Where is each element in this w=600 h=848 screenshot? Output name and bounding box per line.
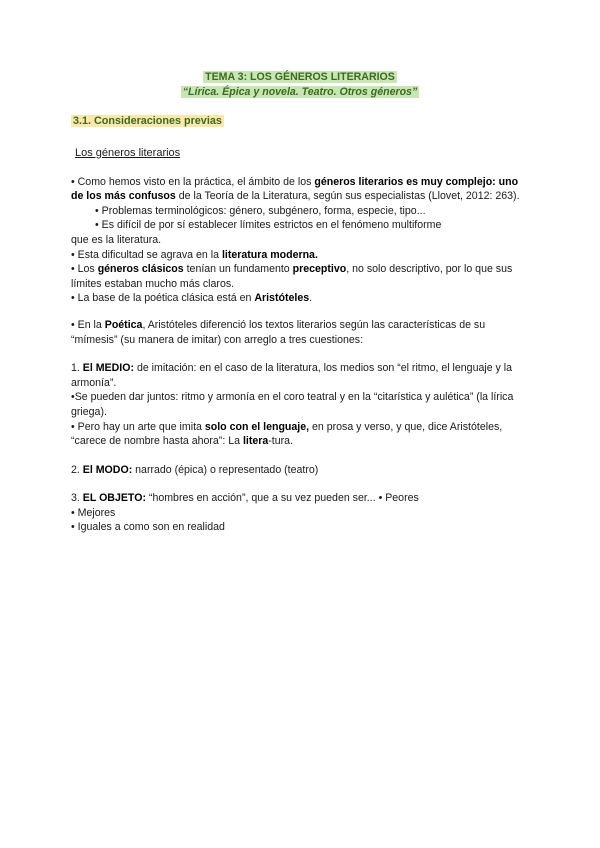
list-item: • Iguales a como son en realidad [71, 521, 225, 534]
medio-paragraph-2: •Se pueden dar juntos: ritmo y armonía en el coro teatral y en la “citarística y aulética” (la lírica griega). [71, 391, 514, 418]
document-title [0, 70, 600, 100]
paragraph-3: • Los géneros clásicos tenían un fundamento preceptivo, no solo descriptivo, por lo que sus límites estaban mucho más claros. [71, 263, 513, 290]
sub-bullet-1: • Problemas terminológicos: género, subgénero, forma, especie, tipo... [95, 204, 426, 217]
subheading: Los géneros literarios [75, 147, 181, 159]
medio-paragraph-3: • Pero hay un arte que imita solo con el lenguaje, en prosa y verso, y que, dice Aristóteles, “carece de nombre hasta ahora”: La litera-tura. [71, 420, 503, 448]
paragraph-4: • La base de la poética clásica está en Aristóteles. [71, 292, 313, 305]
document-body [71, 146, 531, 535]
paragraph-5: • En la Poética, Aristóteles diferenció los textos literarios según las características de su “mímesis” (su manera de imitar) con arreglo a tres cuestiones: [71, 318, 486, 346]
medio-paragraph: 1. El MEDIO: de imitación: en el caso de la literatura, los medios son “el ritmo, el lenguaje y la armonía”. [71, 362, 513, 389]
sub-bullet-2-continuation: que es la literatura. [71, 233, 162, 246]
objeto-paragraph: 3. EL OBJETO: “hombres en acción”, que a su vez pueden ser... • Peores [71, 492, 419, 505]
section-heading: 3.1. Consideraciones previas [73, 115, 222, 127]
sub-bullet-2: • Es difícil de por sí establecer límites estrictos en el fenómeno multiforme [95, 219, 442, 232]
paragraph-2: • Esta dificultad se agrava en la literatura moderna. [71, 248, 318, 261]
title-line-2: “Lírica. Épica y novela. Teatro. Otros géneros” [182, 86, 418, 98]
modo-paragraph: 2. El MODO: narrado (épica) o representado (teatro) [71, 463, 319, 476]
title-line-1: TEMA 3: LOS GÉNEROS LITERARIOS [205, 71, 395, 83]
list-item: • Mejores [71, 506, 116, 519]
paragraph-1: • Como hemos visto en la práctica, el ámbito de los géneros literarios es muy complejo: uno de los más confusos de la Teoría de la Literatura, según sus especialistas (Llovet, 2012: 263). [71, 175, 520, 203]
